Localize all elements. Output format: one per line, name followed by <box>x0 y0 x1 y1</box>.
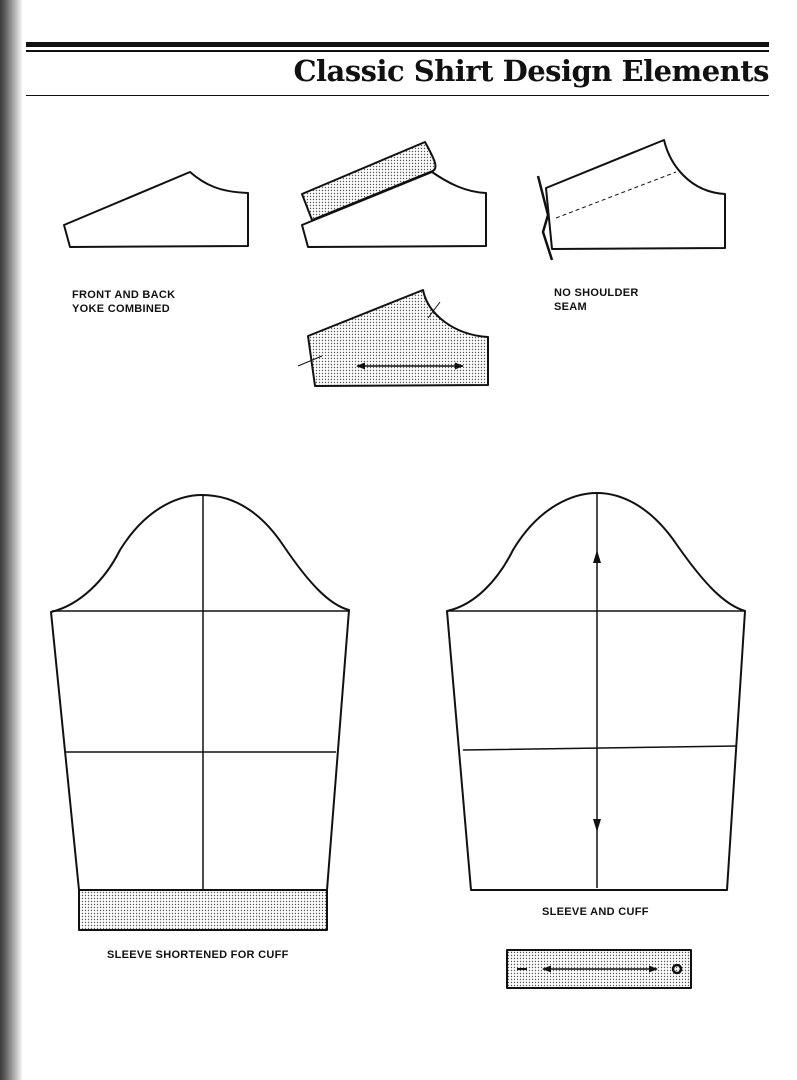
caption-sleeve-and-cuff: SLEEVE AND CUFF <box>542 906 649 918</box>
caption-yoke-combined: FRONT AND BACK YOKE COMBINED <box>72 289 176 315</box>
yoke-upper-piece <box>302 142 435 220</box>
sleeve-left-cuff-allowance <box>79 890 327 930</box>
caption-no-shoulder-seam: NO SHOULDER SEAM <box>554 287 639 313</box>
sleeve-right-outline <box>447 493 745 890</box>
caption-sleeve-shortened: SLEEVE SHORTENED FOR CUFF <box>107 949 289 961</box>
page-title: Classic Shirt Design Elements <box>293 54 769 88</box>
no-seam-dashed-line <box>556 172 676 218</box>
sleeve-left-outline <box>51 495 349 890</box>
combined-yoke-piece <box>308 290 488 386</box>
sleeve-right-arrow-down <box>593 819 601 832</box>
yoke-combined-shape <box>64 172 248 247</box>
sleeve-left-grid <box>52 495 349 930</box>
no-seam-shape <box>546 140 725 249</box>
sleeve-right-arrow-up <box>593 550 601 563</box>
